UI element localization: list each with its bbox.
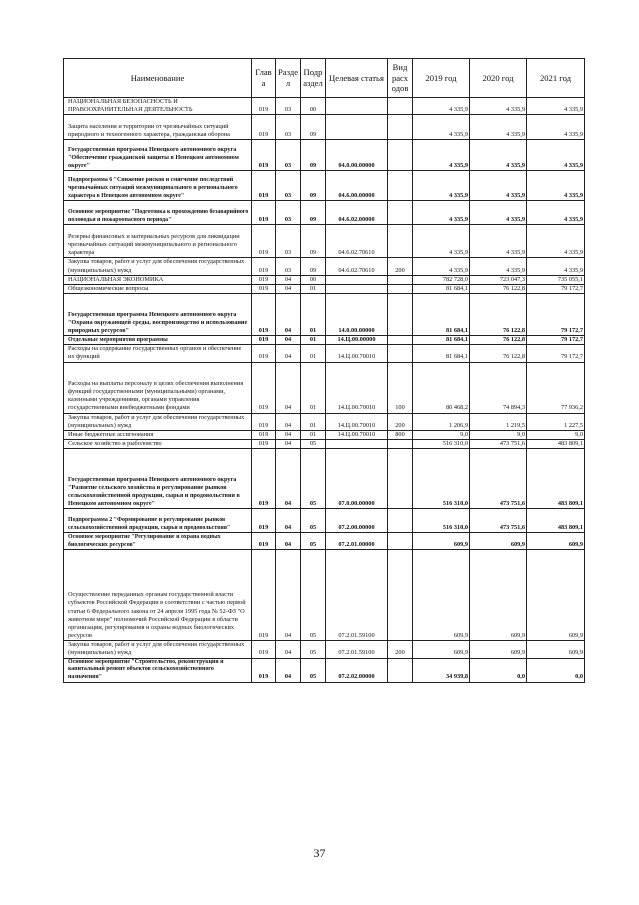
value-2020-cell: 473 751,6 — [470, 449, 527, 509]
chapter-cell: 019 — [252, 294, 276, 336]
target-article-cell — [326, 98, 388, 115]
value-2020-cell: 76 122,8 — [470, 294, 527, 336]
value-2019-cell: 4 335,9 — [413, 201, 470, 225]
target-article-cell — [326, 440, 388, 449]
subsection-cell: 05 — [301, 641, 326, 658]
target-article-cell: 04.6.00.00000 — [326, 171, 388, 201]
chapter-cell: 019 — [252, 336, 276, 345]
table-row — [64, 449, 585, 509]
value-2021-cell: 483 809,1 — [527, 449, 585, 509]
row-name-cell: Основное мероприятие "Подготовка к прохождению безаварийного половодья и пожароопасного периода" — [64, 201, 252, 225]
value-2021-cell: 77 936,2 — [527, 362, 585, 413]
value-2020-cell: 4 335,9 — [470, 258, 527, 275]
row-name-cell: Резервы финансовых и материальных ресурсов для ликвидации чрезвычайных ситуаций межмуниципального и регионального характера — [64, 225, 252, 258]
row-name-cell: Отдельные мероприятия программы — [64, 336, 252, 345]
chapter-cell: 019 — [252, 171, 276, 201]
chapter-cell: 019 — [252, 284, 276, 293]
chapter-cell: 019 — [252, 550, 276, 641]
chapter-cell: 019 — [252, 258, 276, 275]
expense-type-cell — [388, 336, 413, 345]
expense-type-cell — [388, 98, 413, 115]
target-article-cell: 07.0.00.00000 — [326, 449, 388, 509]
target-article-cell: 14.Ц.00.70010 — [326, 345, 388, 362]
chapter-cell: 019 — [252, 440, 276, 449]
subsection-cell: 00 — [301, 98, 326, 115]
expense-type-cell: 800 — [388, 430, 413, 439]
row-name-cell: Расходы на выплаты персоналу в целях обеспечения выполнения функций государственными (муниципальными) органами, казенными учреждениями, органами управления государственными внебюджетными фондами — [64, 362, 252, 413]
value-2020-cell: 4 335,9 — [470, 140, 527, 171]
subsection-cell: 01 — [301, 362, 326, 413]
value-2019-cell: 782 728,0 — [413, 275, 470, 284]
expense-type-cell — [388, 140, 413, 171]
subsection-cell: 00 — [301, 275, 326, 284]
value-2021-cell: 79 172,7 — [527, 294, 585, 336]
header-row — [64, 59, 585, 98]
expense-type-cell — [388, 284, 413, 293]
value-2021-cell: 4 335,9 — [527, 258, 585, 275]
value-2021-cell: 0,0 — [527, 658, 585, 682]
target-article-cell: 07.2.02.00000 — [326, 658, 388, 682]
target-article-cell: 04.6.02.70610 — [326, 225, 388, 258]
row-name-cell: Общеэкономические вопросы — [64, 284, 252, 293]
row-name-cell: Подпрограмма 2 "Формирование и регулирование рынков сельскохозяйственной продукции, сырья и продовольствия" — [64, 509, 252, 533]
target-article-cell: 07.2.01.00000 — [326, 533, 388, 550]
expense-type-cell: 100 — [388, 362, 413, 413]
expense-type-cell — [388, 509, 413, 533]
subsection-cell: 01 — [301, 284, 326, 293]
value-2021-cell: 609,9 — [527, 641, 585, 658]
expense-type-cell: 200 — [388, 413, 413, 430]
value-2019-cell: 609,9 — [413, 550, 470, 641]
expense-type-cell — [388, 275, 413, 284]
chapter-cell: 019 — [252, 658, 276, 682]
value-2019-cell: 609,9 — [413, 533, 470, 550]
section-cell: 03 — [276, 225, 301, 258]
section-cell: 04 — [276, 533, 301, 550]
value-2019-cell: 80 468,2 — [413, 362, 470, 413]
subsection-cell: 05 — [301, 449, 326, 509]
table-body — [64, 98, 585, 683]
section-cell: 03 — [276, 201, 301, 225]
value-2020-cell: 609,9 — [470, 533, 527, 550]
section-cell: 03 — [276, 258, 301, 275]
header-year-2021: 2021 год — [527, 59, 585, 98]
chapter-cell: 019 — [252, 449, 276, 509]
target-article-cell: 04.6.02.70610 — [326, 258, 388, 275]
chapter-cell: 019 — [252, 225, 276, 258]
table-row — [64, 258, 585, 275]
target-article-cell: 04.6.02.00000 — [326, 201, 388, 225]
header-target-article: Целевая статья — [326, 59, 388, 98]
chapter-cell: 019 — [252, 533, 276, 550]
value-2019-cell: 81 684,1 — [413, 336, 470, 345]
expense-type-cell — [388, 533, 413, 550]
chapter-cell: 019 — [252, 413, 276, 430]
subsection-cell: 09 — [301, 115, 326, 140]
expense-type-cell — [388, 201, 413, 225]
value-2021-cell: 1 227,5 — [527, 413, 585, 430]
table-row — [64, 413, 585, 430]
value-2019-cell: 81 684,1 — [413, 294, 470, 336]
value-2019-cell: 516 310,0 — [413, 449, 470, 509]
table-row — [64, 115, 585, 140]
subsection-cell: 09 — [301, 225, 326, 258]
value-2019-cell: 4 335,9 — [413, 98, 470, 115]
section-cell: 03 — [276, 115, 301, 140]
subsection-cell: 09 — [301, 171, 326, 201]
budget-table — [63, 58, 585, 683]
target-article-cell — [326, 115, 388, 140]
subsection-cell: 01 — [301, 345, 326, 362]
table-row — [64, 658, 585, 682]
chapter-cell: 019 — [252, 98, 276, 115]
target-article-cell — [326, 284, 388, 293]
value-2019-cell: 9,0 — [413, 430, 470, 439]
subsection-cell: 05 — [301, 658, 326, 682]
row-name-cell: НАЦИОНАЛЬНАЯ ЭКОНОМИКА — [64, 275, 252, 284]
target-article-cell: 14.0.00.00000 — [326, 294, 388, 336]
table-row — [64, 284, 585, 293]
value-2019-cell: 516 310,0 — [413, 509, 470, 533]
row-name-cell: Государственная программа Ненецкого автономного округа "Охрана окружающей среды, воспроизводство и использование природных ресурсов" — [64, 294, 252, 336]
section-cell: 03 — [276, 171, 301, 201]
subsection-cell: 01 — [301, 430, 326, 439]
value-2019-cell: 4 335,9 — [413, 140, 470, 171]
table-row — [64, 98, 585, 115]
section-cell: 03 — [276, 98, 301, 115]
value-2019-cell: 4 335,9 — [413, 225, 470, 258]
subsection-cell: 05 — [301, 533, 326, 550]
expense-type-cell — [388, 171, 413, 201]
header-chapter: Глав а — [252, 59, 276, 98]
subsection-cell: 09 — [301, 201, 326, 225]
value-2021-cell: 483 809,1 — [527, 509, 585, 533]
value-2021-cell: 4 335,9 — [527, 225, 585, 258]
value-2020-cell: 76 122,8 — [470, 284, 527, 293]
chapter-cell: 019 — [252, 275, 276, 284]
value-2020-cell: 473 751,6 — [470, 440, 527, 449]
row-name-cell: НАЦИОНАЛЬНАЯ БЕЗОПАСНОСТЬ И ПРАВООХРАНИТЕЛЬНАЯ ДЕЯТЕЛЬНОСТЬ — [64, 98, 252, 115]
value-2019-cell: 4 335,9 — [413, 171, 470, 201]
value-2020-cell: 4 335,9 — [470, 225, 527, 258]
section-cell: 03 — [276, 140, 301, 171]
expense-type-cell — [388, 225, 413, 258]
table-row — [64, 509, 585, 533]
value-2021-cell: 4 335,9 — [527, 201, 585, 225]
subsection-cell: 05 — [301, 550, 326, 641]
expense-type-cell — [388, 440, 413, 449]
value-2020-cell: 4 335,9 — [470, 171, 527, 201]
table-row — [64, 275, 585, 284]
target-article-cell: 14.Ц.00.70010 — [326, 430, 388, 439]
row-name-cell: Закупка товаров, работ и услуг для обеспечения государственных (муниципальных) нужд — [64, 413, 252, 430]
table-row — [64, 550, 585, 641]
section-cell: 04 — [276, 550, 301, 641]
row-name-cell: Основное мероприятие "Строительство, реконструкция и капитальный ремонт объектов сельскохозяйственного назначения" — [64, 658, 252, 682]
subsection-cell: 05 — [301, 440, 326, 449]
value-2020-cell: 74 894,3 — [470, 362, 527, 413]
value-2021-cell: 4 335,9 — [527, 140, 585, 171]
section-cell: 04 — [276, 413, 301, 430]
table-row — [64, 533, 585, 550]
section-cell: 04 — [276, 362, 301, 413]
section-cell: 04 — [276, 440, 301, 449]
value-2021-cell: 609,9 — [527, 550, 585, 641]
chapter-cell: 019 — [252, 201, 276, 225]
table-row — [64, 345, 585, 362]
header-name: Наименование — [64, 59, 252, 98]
target-article-cell: 07.2.00.00000 — [326, 509, 388, 533]
subsection-cell: 09 — [301, 258, 326, 275]
value-2020-cell: 609,9 — [470, 641, 527, 658]
section-cell: 04 — [276, 275, 301, 284]
table-row — [64, 641, 585, 658]
target-article-cell: 14.Ц.00.70010 — [326, 413, 388, 430]
section-cell: 04 — [276, 641, 301, 658]
value-2020-cell: 4 335,9 — [470, 201, 527, 225]
value-2020-cell: 76 122,8 — [470, 336, 527, 345]
value-2021-cell: 79 172,7 — [527, 336, 585, 345]
value-2020-cell: 9,0 — [470, 430, 527, 439]
value-2020-cell: 609,9 — [470, 550, 527, 641]
chapter-cell: 019 — [252, 345, 276, 362]
subsection-cell: 01 — [301, 413, 326, 430]
expense-type-cell — [388, 294, 413, 336]
target-article-cell: 07.2.01.59100 — [326, 550, 388, 641]
section-cell: 04 — [276, 284, 301, 293]
section-cell: 04 — [276, 658, 301, 682]
expense-type-cell: 200 — [388, 641, 413, 658]
target-article-cell: 14.Ц.00.70010 — [326, 362, 388, 413]
table-row — [64, 225, 585, 258]
row-name-cell: Государственная программа Ненецкого автономного округа "Обеспечение гражданской защиты в Ненецком автономном округе" — [64, 140, 252, 171]
table-row — [64, 201, 585, 225]
subsection-cell: 01 — [301, 336, 326, 345]
value-2019-cell: 34 939,8 — [413, 658, 470, 682]
target-article-cell — [326, 275, 388, 284]
subsection-cell: 09 — [301, 140, 326, 171]
section-cell: 04 — [276, 336, 301, 345]
chapter-cell: 019 — [252, 430, 276, 439]
table-row — [64, 440, 585, 449]
value-2021-cell: 79 172,7 — [527, 284, 585, 293]
value-2019-cell: 1 206,9 — [413, 413, 470, 430]
row-name-cell: Подпрограмма 6 "Снижение рисков и смягчение последствий чрезвычайных ситуаций межмуниципального и регионального характера в Ненецком автономном округе" — [64, 171, 252, 201]
header-subsection: Подр аздел — [301, 59, 326, 98]
value-2020-cell: 76 122,8 — [470, 345, 527, 362]
row-name-cell: Осуществление переданных органам государственной власти субъектов Российской Федерации в соответствии с частью первой статьи 6 Федерального закона от 24 апреля 1995 года № 52-ФЗ "О животном мире" полномочий Российской Федерации в области организации, регулирования и охраны водных биологических ресурсов — [64, 550, 252, 641]
section-cell: 04 — [276, 294, 301, 336]
value-2021-cell: 79 172,7 — [527, 345, 585, 362]
value-2021-cell: 735 055,1 — [527, 275, 585, 284]
section-cell: 04 — [276, 345, 301, 362]
table-row — [64, 171, 585, 201]
value-2020-cell: 0,0 — [470, 658, 527, 682]
chapter-cell: 019 — [252, 641, 276, 658]
page-number: 37 — [313, 846, 326, 860]
row-name-cell: Расходы на содержание государственных органов и обеспечение их функций — [64, 345, 252, 362]
section-cell: 04 — [276, 430, 301, 439]
chapter-cell: 019 — [252, 509, 276, 533]
row-name-cell: Закупка товаров, работ и услуг для обеспечения государственных (муниципальных) нужд — [64, 258, 252, 275]
value-2019-cell: 609,9 — [413, 641, 470, 658]
table-row — [64, 430, 585, 439]
header-section: Разде л — [276, 59, 301, 98]
value-2020-cell: 1 219,5 — [470, 413, 527, 430]
value-2019-cell: 81 684,1 — [413, 345, 470, 362]
value-2021-cell: 9,0 — [527, 430, 585, 439]
header-expense-type: Вид расх одов — [388, 59, 413, 98]
expense-type-cell: 200 — [388, 258, 413, 275]
row-name-cell: Основное мероприятие "Регулирование и охрана водных биологических ресурсов" — [64, 533, 252, 550]
subsection-cell: 05 — [301, 509, 326, 533]
row-name-cell: Государственная программа Ненецкого автономного округа "Развитие сельского хозяйства и регулирование рынков сельскохозяйственной продукции, сырья и продовольствия в Ненецком автономном округе" — [64, 449, 252, 509]
subsection-cell: 01 — [301, 294, 326, 336]
chapter-cell: 019 — [252, 140, 276, 171]
header-year-2020: 2020 год — [470, 59, 527, 98]
target-article-cell: 14.Ц.00.00000 — [326, 336, 388, 345]
header-year-2019: 2019 год — [413, 59, 470, 98]
row-name-cell: Закупка товаров, работ и услуг для обеспечения государственных (муниципальных) нужд — [64, 641, 252, 658]
value-2020-cell: 4 335,9 — [470, 115, 527, 140]
section-cell: 04 — [276, 509, 301, 533]
expense-type-cell — [388, 449, 413, 509]
row-name-cell: Защита населения и территории от чрезвычайных ситуаций природного и техногенного характера, гражданская оборона — [64, 115, 252, 140]
table-row — [64, 362, 585, 413]
value-2021-cell: 483 809,1 — [527, 440, 585, 449]
chapter-cell: 019 — [252, 362, 276, 413]
value-2021-cell: 4 335,9 — [527, 171, 585, 201]
expense-type-cell — [388, 658, 413, 682]
expense-type-cell — [388, 345, 413, 362]
table-row — [64, 140, 585, 171]
section-cell: 04 — [276, 449, 301, 509]
target-article-cell: 04.0.00.00000 — [326, 140, 388, 171]
target-article-cell: 07.2.01.59100 — [326, 641, 388, 658]
value-2021-cell: 4 335,9 — [527, 98, 585, 115]
table-row — [64, 336, 585, 345]
row-name-cell: Иные бюджетные ассигнования — [64, 430, 252, 439]
value-2020-cell: 723 047,3 — [470, 275, 527, 284]
row-name-cell: Сельское хозяйство и рыболовство — [64, 440, 252, 449]
value-2020-cell: 473 751,6 — [470, 509, 527, 533]
value-2020-cell: 4 335,9 — [470, 98, 527, 115]
value-2021-cell: 4 335,9 — [527, 115, 585, 140]
expense-type-cell — [388, 115, 413, 140]
value-2019-cell: 516 310,0 — [413, 440, 470, 449]
table-row — [64, 294, 585, 336]
value-2019-cell: 4 335,9 — [413, 258, 470, 275]
expense-type-cell — [388, 550, 413, 641]
value-2021-cell: 609,9 — [527, 533, 585, 550]
chapter-cell: 019 — [252, 115, 276, 140]
value-2019-cell: 4 335,9 — [413, 115, 470, 140]
value-2019-cell: 81 684,1 — [413, 284, 470, 293]
